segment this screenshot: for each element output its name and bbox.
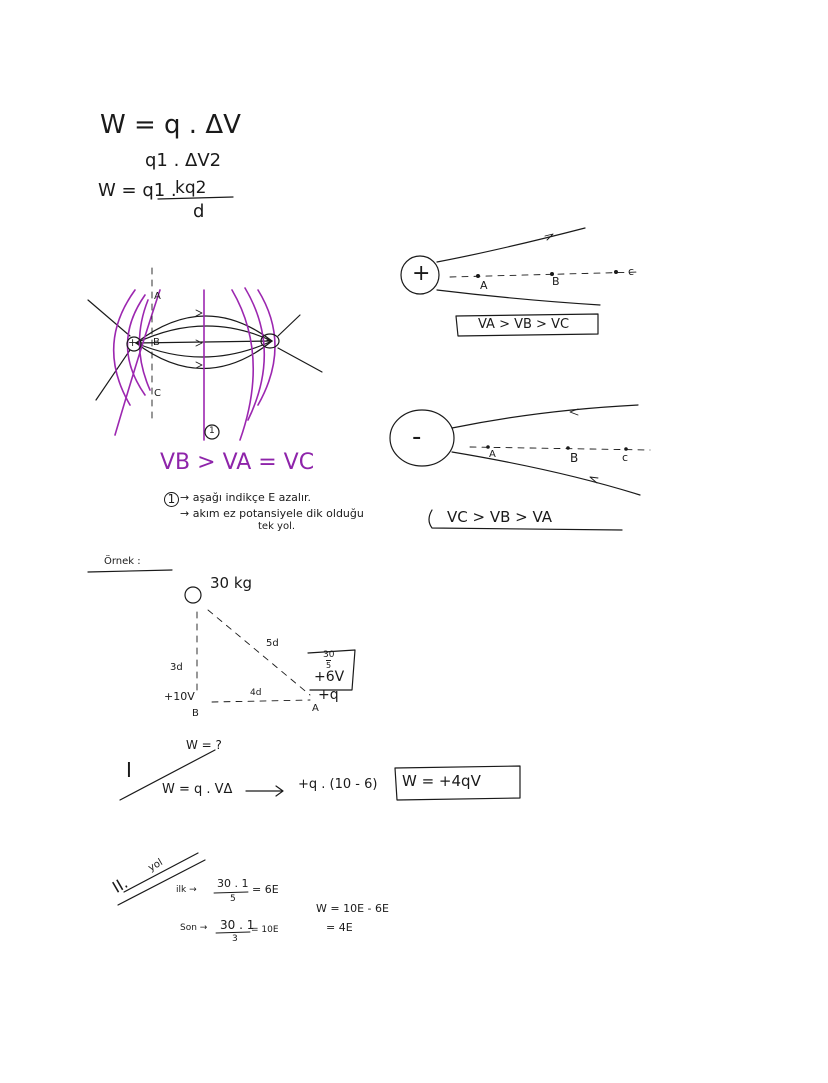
method1-substitution: +q . (10 - 6) [298,777,378,792]
field-line [437,228,585,262]
pos-charge-sign: + [412,261,431,286]
pos-label-B: B [552,275,560,288]
method2-numeral: II. [109,873,132,897]
fraction-bar [216,932,250,933]
point-A [476,274,480,278]
dipole-left-charge-label: + [128,336,138,349]
formula-line2: q1 . ΔV2 [145,150,222,171]
example-fraction-num: 30 [323,650,335,660]
method2-first-num: 30 . 1 [217,877,249,890]
axis-line [470,447,650,450]
example-fraction-den: 5 [326,661,332,670]
formula-line1: W = q . ΔV [100,110,241,140]
arrowhead [196,340,202,346]
method2-label: yol [146,857,165,874]
example-label-B: B [192,708,199,719]
dipole-diagram [88,268,322,440]
field-line [452,405,638,428]
neg-label-B: B [570,451,579,465]
formula-line3-denominator: d [193,201,205,222]
method2-first-prefix: ilk → [176,885,197,895]
method2-last-den: 3 [232,934,238,944]
neg-label-A: A [489,449,496,460]
example-horizontal: 4d [250,688,262,698]
note-marker: 1 [164,492,179,507]
example-hyp: 5d [266,638,279,649]
dipole-right-charge-label: - [266,333,270,346]
method1-answer: W = +4qV [402,772,481,790]
arrowhead [196,310,202,316]
heading-underline [88,570,172,572]
dipole-label-B: B [153,337,160,348]
example-question: W = ? [186,738,222,752]
example-label-A: A [312,703,319,714]
note-line1: → aşağı indikçe E azalır. [180,491,312,504]
method2-work2: = 4E [326,921,353,934]
example-point-A-value: +6V [314,669,345,685]
horizontal-leg [212,700,310,702]
example-heading: Örnek : [104,556,141,567]
fraction-bar [214,892,248,893]
method2-last-prefix: Son → [180,923,208,933]
pos-label-A: A [480,279,488,292]
note-line2: → akım ez potansiyele dik olduğu [180,507,364,520]
example-vertical: 3d [170,662,183,673]
dipole-label-C: C [154,388,161,399]
example-point-A-charge: +q [318,687,339,703]
dipole-label-A: A [154,291,161,302]
field-line-in [278,315,300,336]
method1-numeral: I [126,758,132,782]
negative-charge-icon [390,410,454,466]
method2-first-result: = 6E [252,883,279,896]
method2-last-num: 30 . 1 [220,918,255,932]
field-line-out [96,350,130,400]
method2-last-result: = 10E [251,925,279,935]
pos-label-C: c [628,265,635,278]
field-line [437,290,600,305]
dipole-result: VB > VA = VC [160,450,315,475]
formula-line3-prefix: W = q1 . [98,180,177,201]
method1-equation: W = q . VΔ [162,782,233,797]
note-line3: tek yol. [258,521,296,532]
field-line-in [278,348,322,372]
field-line-out [88,300,130,336]
neg-charge-sign: - [412,422,422,452]
formula-line3-numerator: kq2 [175,178,207,198]
example-point-B-value: +10V [164,690,195,703]
point-C [614,270,618,274]
mass-icon [185,587,201,603]
arrowhead [196,362,202,368]
neg-label-C: c [622,451,629,464]
hypotenuse [208,610,310,695]
dipole-line-marker: 1 [209,426,215,436]
pos-result: VA > VB > VC [478,317,570,332]
method2-first-den: 5 [230,894,236,904]
example-mass: 30 kg [210,574,253,592]
field-line [452,449,640,495]
method2-work1: W = 10E - 6E [316,902,389,915]
point-B [566,446,570,450]
neg-result: VC > VB > VA [447,508,553,526]
